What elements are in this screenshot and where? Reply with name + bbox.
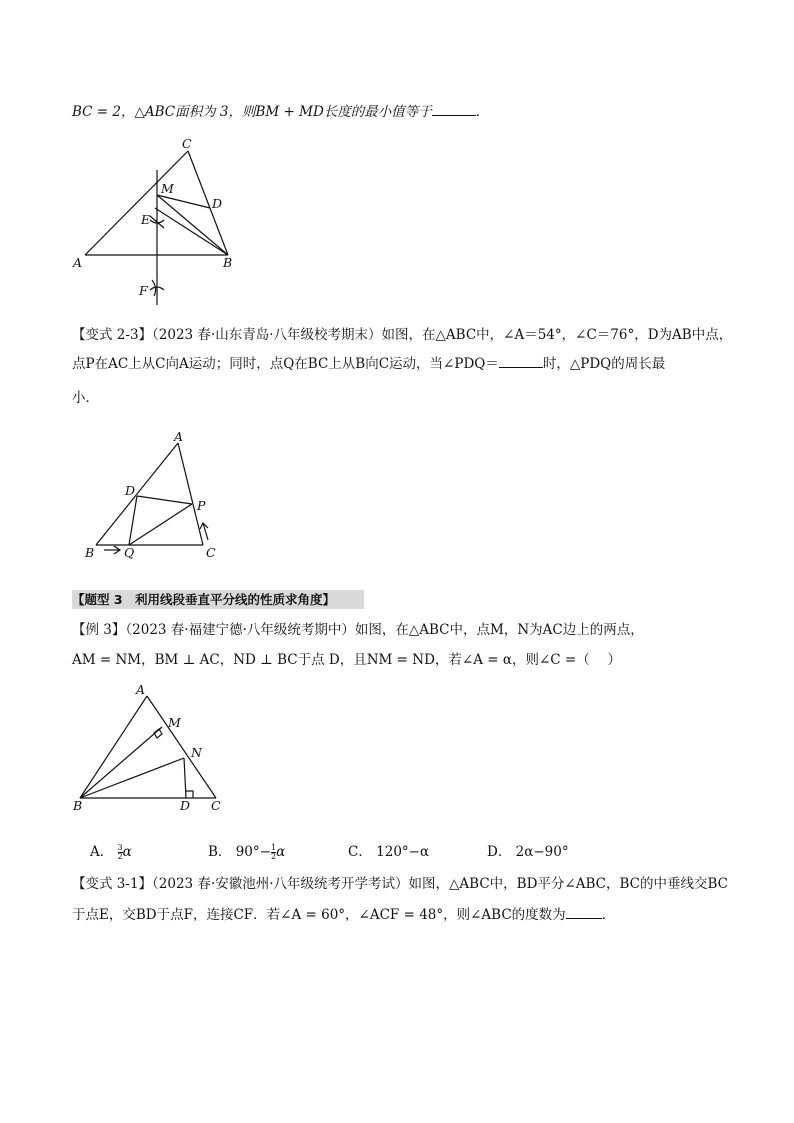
problem2-figure: [82, 428, 262, 568]
problem4-period: ．: [601, 907, 616, 923]
option-a[interactable]: A． $\frac{3}{2}$ α: [90, 843, 132, 861]
label-P: P: [197, 498, 206, 513]
example3-figure: [70, 680, 250, 813]
example3-text2: AM = NM，BM ⊥ AC，ND ⊥ BC于点 D，且NM = ND，若∠A = α，则∠C =（ ）: [72, 652, 622, 668]
label-C: C: [206, 545, 216, 560]
problem4-text1: 如图，△ABC中，BD平分∠ABC，BC的中垂线交BC: [408, 876, 728, 892]
problem1-statement: BC = 2，△ABC面积为 3，则BM + MD长度的最小值等于: [72, 104, 432, 120]
problem1-text: [72, 103, 489, 121]
problem2-text3: 小．: [72, 390, 99, 406]
option-d[interactable]: D． 2α−90°: [487, 844, 569, 860]
problem2-text2a: 点P在AC上从C向A运动；同时，点Q在BC上从B向C运动，当∠PDQ＝: [72, 356, 499, 372]
problem2-tag: 【变式 2-3】: [72, 327, 153, 343]
problem2-line2: [72, 355, 665, 373]
example3-line2: [72, 651, 621, 669]
label-D: D: [125, 483, 136, 498]
label-E: E: [141, 212, 151, 227]
problem2-source: （2023 春·山东青岛·八年级校考期末）: [152, 327, 382, 343]
label-D: D: [212, 196, 223, 211]
problem4-text2: 于点E，交BD于点F，连接CF．若∠A = 60°，∠ACF = 48°，则∠ABC的度数为: [72, 907, 566, 923]
answer-blank[interactable]: [566, 906, 602, 919]
label-Q: Q: [124, 545, 135, 560]
problem2-line1: [72, 326, 732, 344]
label-B: B: [223, 255, 233, 270]
label-A: A: [174, 429, 184, 444]
label-C: C: [211, 798, 221, 813]
problem2-text1: 如图，在△ABC中，∠A＝54°，∠C＝76°，D为AB中点，: [381, 327, 733, 343]
problem4-tag: 【变式 3-1】: [72, 876, 153, 892]
label-F: F: [139, 283, 148, 298]
label-A: A: [73, 255, 83, 270]
section-header: 【题型 3 利用线段垂直平分线的性质求角度】: [72, 590, 364, 609]
option-c[interactable]: C． 120°−α: [348, 844, 430, 860]
example3-source: （2023 春·福建宁德·八年级统考期中）: [125, 622, 355, 638]
example3-line1: [72, 621, 644, 639]
problem1-figure: [70, 136, 270, 310]
label-M: M: [161, 181, 174, 196]
answer-blank[interactable]: [499, 355, 543, 368]
fraction-b: $\frac{1}{2}$: [270, 843, 277, 861]
label-A: A: [136, 682, 146, 697]
example3-text1: 如图，在△ABC中，点M，N为AC边上的两点，: [354, 622, 644, 638]
problem2-text2b: 时，△PDQ的周长最: [542, 356, 666, 372]
label-B: B: [73, 798, 83, 813]
problem1-period: ．: [475, 104, 490, 120]
problem4-line1: [72, 875, 728, 893]
label-C: C: [182, 136, 192, 151]
label-B: B: [85, 545, 95, 560]
label-N: N: [191, 745, 202, 760]
label-D: D: [180, 798, 191, 813]
label-M: M: [168, 715, 181, 730]
problem4-source: （2023 春·安徽池州·八年级统考开学考试）: [152, 876, 409, 892]
problem2-line3: [72, 389, 99, 407]
problem4-line2: [72, 906, 615, 924]
fraction-a: $\frac{3}{2}$: [117, 843, 123, 861]
option-b[interactable]: B． 90°− $\frac{1}{2}$ α: [208, 843, 286, 861]
answer-blank[interactable]: [432, 103, 476, 116]
example3-tag: 【例 3】: [72, 622, 126, 638]
